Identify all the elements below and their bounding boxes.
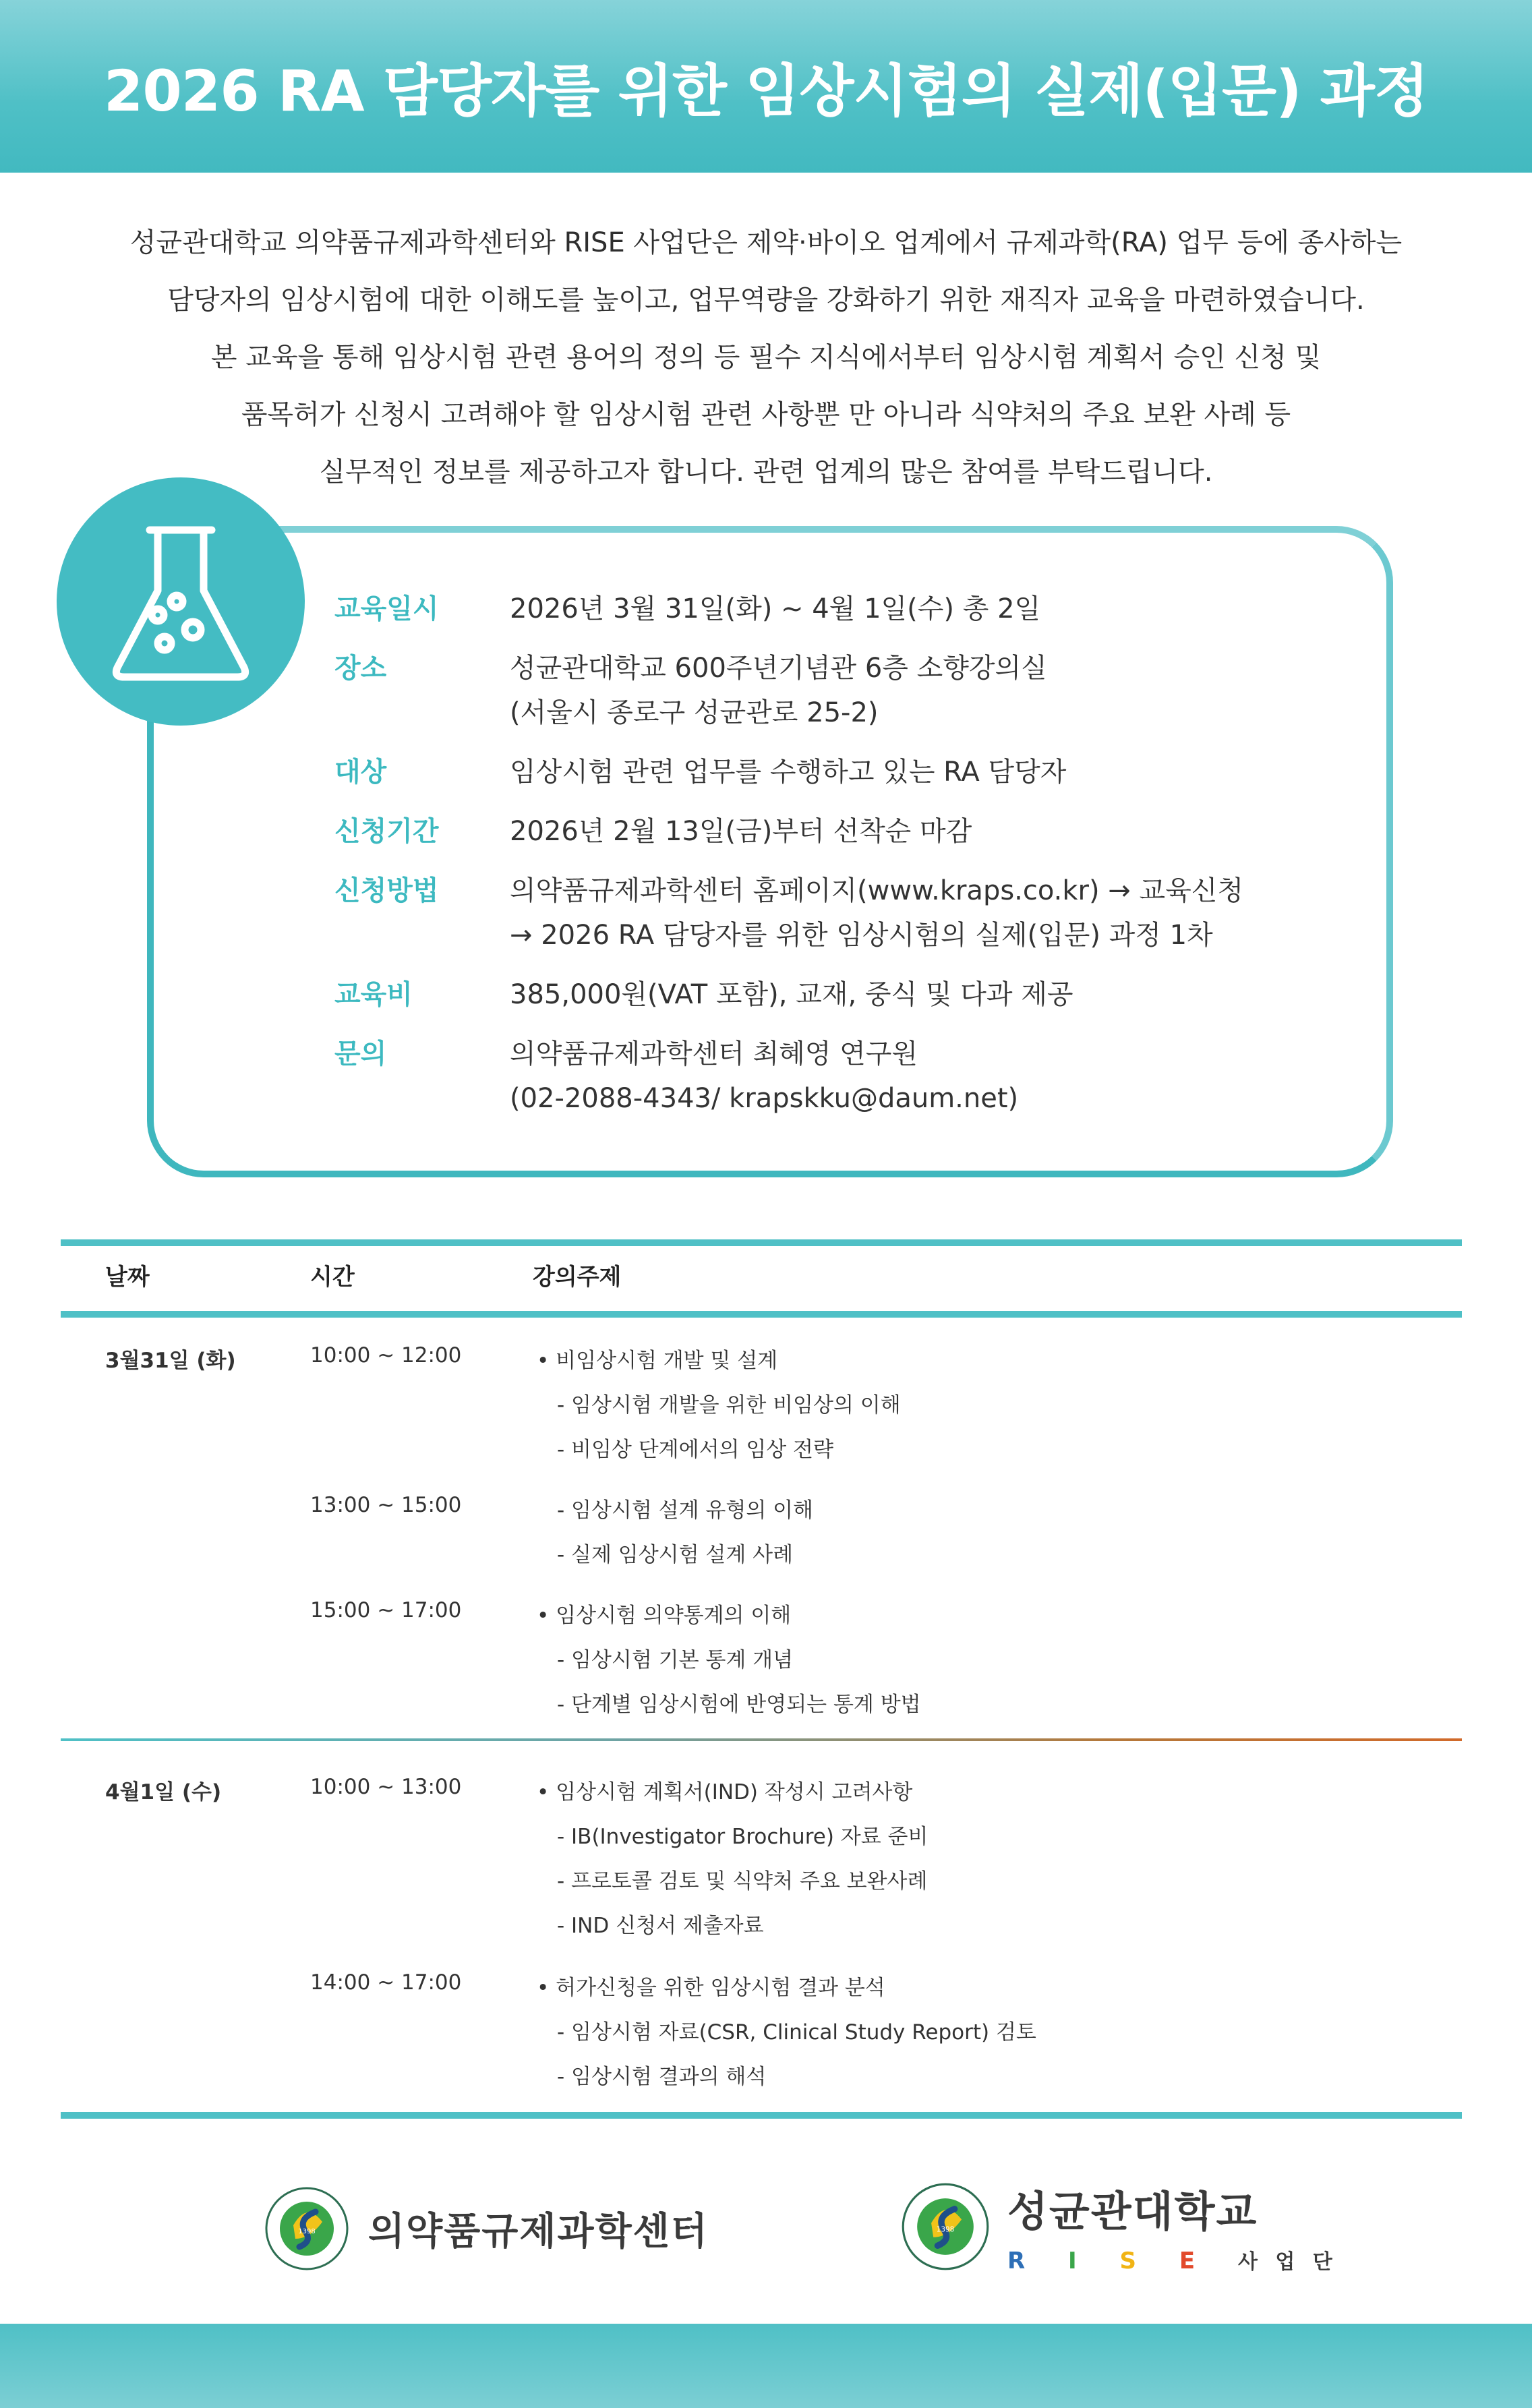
info-row-contact — [334, 1032, 1018, 1121]
skku-emblem-icon — [900, 2181, 991, 2272]
info-label: 장소 — [334, 653, 387, 684]
info-value: 2026년 2월 13일(금)부터 선착순 마감 — [510, 816, 972, 847]
schedule-subtopic: - 실제 임상시험 설계 사례 — [557, 1543, 794, 1567]
schedule-time: 13:00 ~ 15:00 — [310, 1493, 462, 1517]
intro-line: 품목허가 신청시 고려해야 할 임상시험 관련 사항뿐 만 아니라 식약처의 주요 보완 사례 등 — [241, 399, 1291, 430]
column-header-topic: 강의주제 — [533, 1264, 622, 1291]
rise-letter: E — [1179, 2248, 1213, 2274]
day-divider — [61, 1738, 1462, 1741]
column-header-date: 날짜 — [105, 1264, 150, 1291]
table-top-rule — [61, 1239, 1462, 1246]
info-label: 신청기간 — [334, 816, 439, 847]
center-logo-text: 의약품규제과학센터 — [368, 2210, 709, 2254]
info-row-target — [334, 750, 1066, 794]
intro-line: 본 교육을 통해 임상시험 관련 용어의 정의 등 필수 지식에서부터 임상시험 계획서 승인 신청 및 — [210, 342, 1322, 373]
intro-paragraph — [81, 214, 1451, 501]
intro-line: 성균관대학교 의약품규제과학센터와 RISE 사업단은 제약·바이오 업계에서 규제과학(RA) 업무 등에 종사하는 — [129, 227, 1403, 258]
schedule-subtopic: - 임상시험 기본 통계 개념 — [557, 1648, 794, 1672]
info-row-date — [334, 587, 1040, 631]
schedule-subtopic: - 비임상 단계에서의 임상 전략 — [557, 1438, 833, 1462]
info-row-fee — [334, 972, 1073, 1017]
university-logo-text: 성균관대학교 — [1007, 2187, 1258, 2236]
rise-letter: R — [1007, 2248, 1043, 2274]
page-title: 2026 RA 담당자를 위한 임상시험의 실제(입문) 과정 — [103, 57, 1429, 124]
intro-line: 담당자의 임상시험에 대한 이해도를 높이고, 업무역량을 강화하기 위한 재직자 교육을 마련하였습니다. — [167, 285, 1365, 316]
schedule-subtopic: - 임상시험 자료(CSR, Clinical Study Report) 검토 — [557, 2020, 1036, 2045]
info-value: 385,000원(VAT 포함), 교재, 중식 및 다과 제공 — [510, 979, 1073, 1010]
schedule-subtopic: - 임상시험 개발을 위한 비임상의 이해 — [557, 1393, 901, 1417]
rise-suffix: 사 업 단 — [1237, 2250, 1338, 2274]
intro-line: 실무적인 정보를 제공하고자 합니다. 관련 업계의 많은 참여를 부탁드립니다. — [319, 457, 1213, 488]
schedule-subtopic: - 임상시험 결과의 해석 — [557, 2065, 767, 2089]
schedule-topic: • 비임상시험 개발 및 설계 — [537, 1349, 778, 1373]
info-label: 교육비 — [334, 979, 413, 1010]
schedule-subtopic: - 프로토콜 검토 및 식약처 주요 보완사례 — [557, 1869, 928, 1893]
schedule-subtopic: - 단계별 임상시험에 반영되는 통계 방법 — [557, 1693, 921, 1717]
info-label: 신청방법 — [334, 875, 439, 906]
rise-letter: I — [1068, 2248, 1094, 2274]
info-value: 의약품규제과학센터 최혜영 연구원 — [510, 1038, 918, 1069]
table-header-rule — [61, 1311, 1462, 1318]
schedule-time: 10:00 ~ 13:00 — [310, 1775, 462, 1799]
info-value: 의약품규제과학센터 홈페이지(www.kraps.co.kr) → 교육신청 — [510, 875, 1244, 906]
emblem-year: 1398 — [298, 2228, 316, 2235]
info-label: 대상 — [334, 757, 387, 788]
table-bottom-rule — [61, 2112, 1462, 2119]
schedule-date: 4월1일 (수) — [105, 1780, 222, 1804]
svg-text:1398: 1398 — [936, 2225, 955, 2233]
schedule-time: 15:00 ~ 17:00 — [310, 1598, 462, 1622]
info-value: 성균관대학교 600주년기념관 6층 소향강의실 — [510, 653, 1047, 684]
column-header-time: 시간 — [310, 1264, 355, 1291]
info-row-method — [334, 869, 1243, 958]
schedule-topic: • 임상시험 계획서(IND) 작성시 고려사항 — [537, 1780, 913, 1804]
schedule-subtopic: - IND 신청서 제출자료 — [557, 1914, 764, 1938]
schedule-topic: • 허가신청을 위한 임상시험 결과 분석 — [537, 1976, 885, 2000]
schedule-subtopic: - IB(Investigator Brochure) 자료 준비 — [557, 1825, 929, 1849]
skku-emblem-icon — [263, 2185, 351, 2272]
info-row-place — [334, 646, 1047, 735]
rise-letters — [1007, 2245, 1338, 2274]
flask-icon — [57, 477, 305, 726]
info-value: → 2026 RA 담당자를 위한 임상시험의 실제(입문) 과정 1차 — [510, 920, 1213, 951]
schedule-topic: • 임상시험 의약통계의 이해 — [537, 1604, 792, 1628]
rise-letter: S — [1119, 2248, 1154, 2274]
schedule-time: 14:00 ~ 17:00 — [310, 1970, 462, 1995]
info-value: (서울시 종로구 성균관로 25-2) — [510, 697, 879, 728]
info-value: 임상시험 관련 업무를 수행하고 있는 RA 담당자 — [510, 757, 1067, 788]
info-value: 2026년 3월 31일(화) ~ 4월 1일(수) 총 2일 — [510, 593, 1041, 624]
footer-band — [0, 2324, 1532, 2408]
university-logo — [900, 2178, 1338, 2274]
center-logo — [263, 2185, 709, 2272]
schedule-subtopic: - 임상시험 설계 유형의 이해 — [557, 1498, 814, 1523]
info-label: 문의 — [334, 1038, 387, 1069]
info-label: 교육일시 — [334, 593, 439, 624]
schedule-time: 10:00 ~ 12:00 — [310, 1343, 462, 1368]
info-value: (02-2088-4343/ krapskku@daum.net) — [510, 1083, 1019, 1114]
info-row-period — [334, 809, 972, 854]
schedule-date: 3월31일 (화) — [105, 1349, 236, 1373]
header-banner — [0, 0, 1532, 173]
